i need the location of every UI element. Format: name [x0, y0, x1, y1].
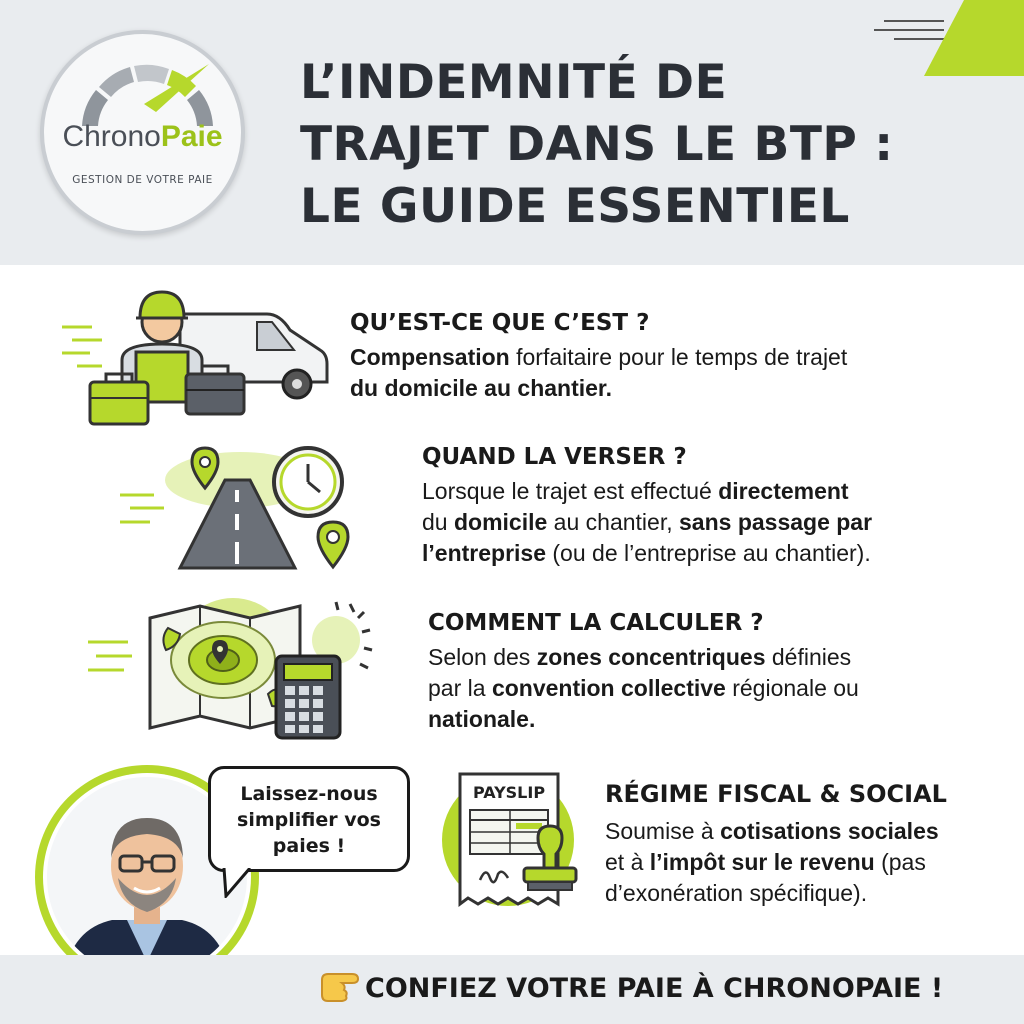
- section-what-line-1: [350, 342, 847, 373]
- page-title: [300, 52, 1000, 238]
- title-line-2: TRAJET DANS LE BTP :: [300, 117, 894, 172]
- text-bold: cotisations sociales: [720, 818, 939, 844]
- section-how-text: [428, 642, 859, 735]
- logo-wordmark: [44, 120, 241, 154]
- text-normal: (pas: [874, 849, 926, 875]
- section-tax-text: [605, 816, 947, 909]
- section-when-title: QUAND LA VERSER ?: [422, 444, 687, 470]
- section-tax-line-1: [605, 816, 947, 847]
- section-what: [350, 310, 847, 404]
- text-bold: Compensation: [350, 344, 510, 370]
- text-normal: régionale ou: [725, 675, 859, 701]
- map-calculator-icon: [88, 598, 388, 748]
- text-bold: directement: [718, 478, 849, 504]
- section-when-line-3: [422, 538, 872, 569]
- speech-line-3: paies !: [272, 835, 346, 857]
- text-normal: d’exonération spécifique).: [605, 880, 868, 906]
- section-tax: [605, 780, 947, 909]
- footer-cta: CONFIEZ VOTRE PAIE À CHRONOPAIE !: [365, 973, 944, 1004]
- section-how-title: COMMENT LA CALCULER ?: [428, 610, 764, 636]
- section-when-text: [422, 476, 872, 569]
- section-how-line-2: [428, 673, 859, 704]
- text-normal: Selon des: [428, 644, 537, 670]
- text-normal: Soumise à: [605, 818, 721, 844]
- text-bold: sans passage par: [679, 509, 873, 535]
- text-normal: par la: [428, 675, 492, 701]
- speech-bubble-tail: [222, 868, 254, 898]
- text-bold: l’impôt sur le revenu: [649, 849, 875, 875]
- section-how-line-3: [428, 704, 859, 735]
- text-normal: Lorsque le trajet est effectué: [422, 478, 719, 504]
- text-bold: domicile: [453, 509, 548, 535]
- text-bold: du domicile au chantier.: [350, 375, 613, 401]
- text-normal: forfaitaire pour le temps de trajet: [509, 344, 848, 370]
- text-normal: (ou de l’entreprise au chantier).: [546, 540, 871, 566]
- section-when: [422, 444, 872, 569]
- text-bold: nationale.: [428, 706, 536, 732]
- logo-tagline: GESTION DE VOTRE PAIE: [72, 174, 213, 186]
- text-normal: et à: [605, 849, 650, 875]
- speech-line-2: simplifier vos: [237, 809, 381, 831]
- section-what-title: QU’EST-CE QUE C’EST ?: [350, 310, 650, 336]
- speech-bubble: [208, 766, 410, 872]
- worker-van-icon: [62, 282, 332, 432]
- road-clock-icon: [120, 440, 360, 575]
- title-line-3: LE GUIDE ESSENTIEL: [300, 179, 850, 234]
- payslip-label: PAYSLIP: [472, 783, 546, 802]
- payslip-stamp-icon: [438, 768, 588, 913]
- title-line-1: L’INDEMNITÉ DE: [300, 55, 728, 110]
- section-tax-line-2: [605, 847, 947, 878]
- section-how-line-1: [428, 642, 859, 673]
- section-what-text: [350, 342, 847, 404]
- section-tax-title: RÉGIME FISCAL & SOCIAL: [605, 780, 947, 808]
- section-tax-line-3: [605, 878, 947, 909]
- speech-line-1: Laissez-nous: [240, 783, 378, 805]
- section-what-line-2: [350, 373, 847, 404]
- logo-word-paie: Paie: [160, 120, 223, 153]
- chronopaie-logo: [40, 30, 245, 235]
- section-how: [428, 610, 859, 735]
- text-normal: au chantier,: [547, 509, 679, 535]
- text-bold: convention collective: [491, 675, 726, 701]
- text-bold: l’entreprise: [422, 540, 546, 566]
- text-normal: définies: [765, 644, 852, 670]
- section-when-line-2: [422, 507, 872, 538]
- section-when-line-1: [422, 476, 872, 507]
- logo-word-chrono: Chrono: [62, 120, 161, 153]
- text-bold: zones concentriques: [536, 644, 766, 670]
- pointing-hand-icon: [318, 968, 360, 1004]
- text-normal: du: [422, 509, 454, 535]
